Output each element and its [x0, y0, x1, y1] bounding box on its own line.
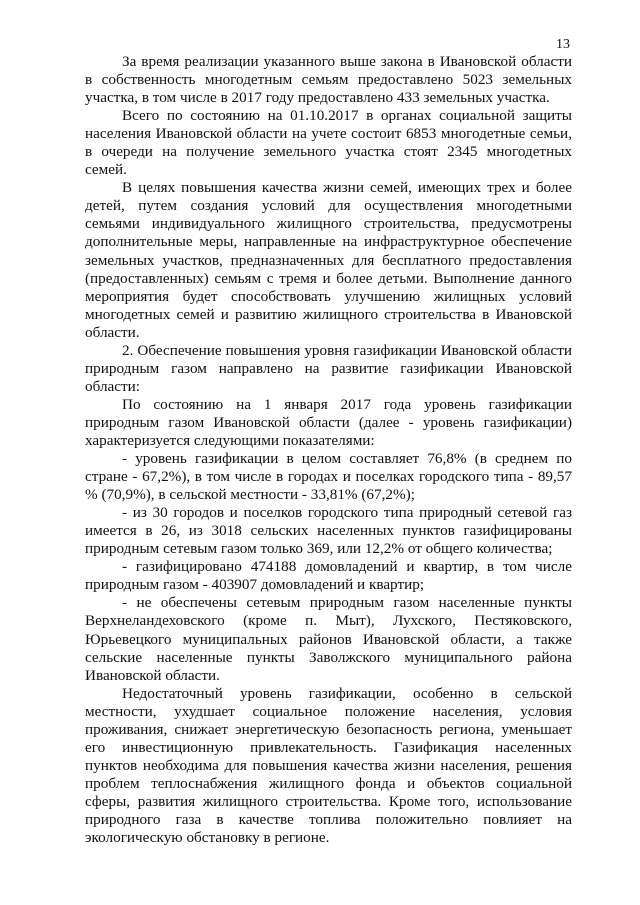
paragraph-gasification-indicators-intro: По состоянию на 1 января 2017 года уровень газификации природным газом Ивановской области (далее - уровень газификации) характеризуется следующими показателями:	[85, 395, 572, 449]
paragraph-infrastructure-measures: В целях повышения качества жизни семей, имеющих трех и более детей, путем создания условий для осуществления многодетными семьями индивидуального жилищного строительства, предусмотрены дополнительные меры, направленные на инфраструктурное обеспечение земельных участков, предназначенных для бесплатного предоставления (предоставленных) семьям с тремя и более детьми. Выполнение данного мероприятия будет способствовать улучшению жилищных условий многодетных семей и развитию жилищного строительства в Ивановской области.	[85, 179, 572, 341]
page-number: 13	[556, 37, 570, 52]
paragraph-gasification-heading: 2. Обеспечение повышения уровня газификации Ивановской области природным газом направлено на развитие газификации Ивановской области:	[85, 341, 572, 395]
paragraph-land-plots-provided: За время реализации указанного выше закона в Ивановской области в собственность многодетным семьям предоставлено 5023 земельных участка, в том числе в 2017 году предоставлено 433 земельных участка.	[85, 53, 572, 107]
list-item-gasification-level: - уровень газификации в целом составляет 76,8% (в среднем по стране - 67,2%), в том числе в городах и поселках городского типа - 89,57 % (70,9%), в сельской местности - 33,81% (67,2%);	[85, 450, 572, 504]
paragraph-families-registered: Всего по состоянию на 01.10.2017 в органах социальной защиты населения Ивановской области на учете состоит 6853 многодетные семьи, в очереди на получение земельного участка стоят 2345 многодетных семей.	[85, 107, 572, 179]
document-body	[85, 53, 572, 847]
list-item-households-gasified: - газифицировано 474188 домовладений и квартир, в том числе природным газом - 403907 домовладений и квартир;	[85, 558, 572, 594]
paragraph-insufficient-gasification: Недостаточный уровень газификации, особенно в сельской местности, ухудшает социальное положение населения, условия проживания, снижает энергетическую безопасность региона, уменьшает его инвестиционную привлекательность. Газификация населенных пунктов необходима для повышения качества жизни населения, решения проблем теплоснабжения жилищного фонда и объектов социальной сферы, развития жилищного строительства. Кроме того, использование природного газа в качестве топлива положительно повлияет на экологическую обстановку в регионе.	[85, 684, 572, 847]
list-item-areas-without-gas: - не обеспечены сетевым природным газом населенные пункты Верхнеландеховского (кроме п. Мыт), Лухского, Пестяковского, Юрьевецкого муниципальных районов Ивановской области, а также сельские населенные пункты Заволжского муниципального района Ивановской области.	[85, 594, 572, 684]
list-item-towns-with-gas: - из 30 городов и поселков городского типа природный сетевой газ имеется в 26, из 3018 сельских населенных пунктов газифицированы природным сетевым газом только 369, или 12,2% от общего количества;	[85, 504, 572, 558]
